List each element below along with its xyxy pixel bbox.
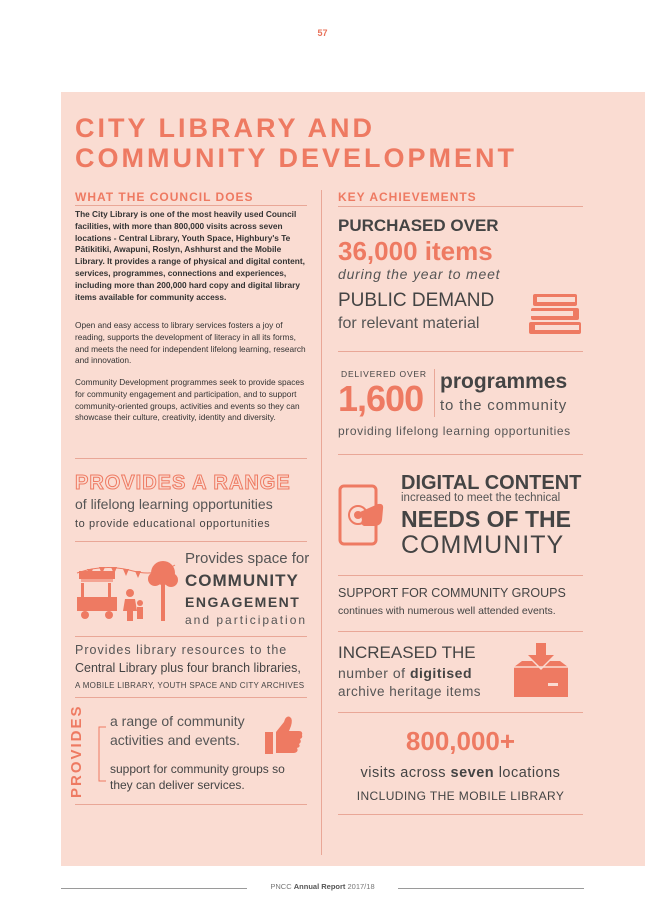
purchased-line-3: during the year to meet	[338, 266, 501, 282]
page-title	[75, 113, 517, 173]
divider	[338, 351, 583, 352]
purchased-line-4: PUBLIC DEMAND	[338, 290, 495, 311]
programmes-line-2: to the community	[440, 397, 568, 414]
tablet-touch-icon	[338, 484, 386, 546]
books-icon	[527, 290, 583, 336]
range-line-2: of lifelong learning opportunities	[75, 496, 273, 512]
digital-line-1: DIGITAL CONTENT	[401, 472, 582, 494]
council-paragraph-1: The City Library is one of the most heavily used Council facilities, with more than 800,000 visits across seven locations - Central Library, Youth Space, Highbury's Te Pātikitiki, Awapuni, Roslyn, Ashhurst and the Mobile Library. It provides a range of physical and digital content, services, programmes, connections and experiences, including more than 200,000 hard copy and digital library items available for community access.	[75, 209, 305, 302]
provides-item-1: a range of community activities and events.	[110, 713, 245, 748]
programmes-word: programmes	[440, 370, 568, 393]
divider	[434, 369, 435, 417]
divider	[75, 541, 307, 542]
council-paragraph-2: Open and easy access to library services fosters a joy of reading, supports the development of literacy in all its forms, and meets the need for independent lifelong learning, research and innovation.	[75, 320, 306, 366]
resources-line-1: Provides library resources to the	[75, 643, 288, 657]
footer-report: Annual Report	[293, 882, 346, 891]
digital-line-4: COMMUNITY	[401, 531, 565, 559]
achievements-heading: KEY ACHIEVEMENTS	[338, 190, 477, 204]
divider	[75, 804, 307, 805]
bracket-icon	[96, 726, 108, 782]
programmes-line-3: providing lifelong learning opportunities	[338, 424, 571, 438]
divider	[75, 205, 307, 206]
footer-year: 2017/18	[347, 882, 375, 891]
council-heading: WHAT THE COUNCIL DOES	[75, 190, 254, 204]
range-headline: PROVIDES A RANGE	[75, 472, 291, 494]
divider	[338, 575, 583, 576]
footer	[0, 882, 645, 891]
divider	[338, 631, 583, 632]
resources-line-3: A MOBILE LIBRARY, YOUTH SPACE AND CITY ARCHIVES	[75, 681, 305, 690]
groups-line-2: continues with numerous well attended events.	[338, 605, 556, 617]
page-number: 57	[317, 28, 328, 38]
divider	[75, 697, 307, 698]
archive-box-icon	[510, 641, 572, 703]
visits-line-3: INCLUDING THE MOBILE LIBRARY	[356, 789, 565, 803]
purchased-line-5: for relevant material	[338, 315, 480, 332]
visits-line-2-a: visits across	[360, 765, 451, 781]
divider	[75, 636, 307, 637]
visits-figure: 800,000+	[405, 726, 516, 756]
programmes-figure: 1,600	[338, 378, 424, 419]
space-line-1: Provides space for	[185, 550, 310, 567]
space-line-2: COMMUNITY	[185, 571, 299, 590]
purchased-line-1: PURCHASED OVER	[338, 216, 499, 235]
space-line-4: and participation	[185, 613, 308, 627]
title-line-2: COMMUNITY DEVELOPMENT	[75, 143, 518, 173]
market-stall-icon	[75, 553, 185, 623]
archive-line-2-bold: digitised	[409, 665, 472, 681]
programmes-label: DELIVERED OVER	[341, 369, 427, 379]
divider	[338, 454, 583, 455]
range-line-3: to provide educational opportunities	[75, 518, 271, 530]
title-line-1: CITY LIBRARY AND	[75, 113, 376, 143]
divider	[75, 458, 307, 459]
purchased-figure: 36,000 items	[338, 236, 493, 266]
visits-line-2	[338, 765, 583, 781]
archive-line-2	[338, 665, 472, 681]
thumbs-up-icon	[264, 714, 304, 756]
divider	[338, 206, 583, 207]
archive-line-2-prefix: number of	[338, 665, 410, 681]
divider	[338, 814, 583, 815]
provides-item-2: support for community groups so they can deliver services.	[110, 762, 285, 792]
digital-line-2: increased to meet the technical	[401, 492, 561, 504]
space-line-3: ENGAGEMENT	[185, 594, 301, 610]
provides-label: PROVIDES	[68, 704, 85, 798]
visits-line-2-bold: seven	[450, 765, 495, 781]
divider	[338, 712, 583, 713]
archive-line-1: INCREASED THE	[338, 643, 476, 662]
visits-line-2-c: locations	[494, 765, 561, 781]
column-divider	[321, 190, 322, 855]
resources-line-2: Central Library plus four branch libraries,	[75, 661, 301, 675]
digital-line-3: NEEDS OF THE	[401, 506, 571, 532]
archive-line-3: archive heritage items	[338, 684, 482, 699]
groups-line-1: SUPPORT FOR COMMUNITY GROUPS	[338, 586, 566, 600]
footer-org: PNCC	[270, 882, 292, 891]
council-paragraph-3: Community Development programmes seek to provide spaces for community engagement and participation, and to support community-oriented groups, activities and events so they can showcase their culture, creativity, identity and diversity.	[75, 377, 305, 423]
